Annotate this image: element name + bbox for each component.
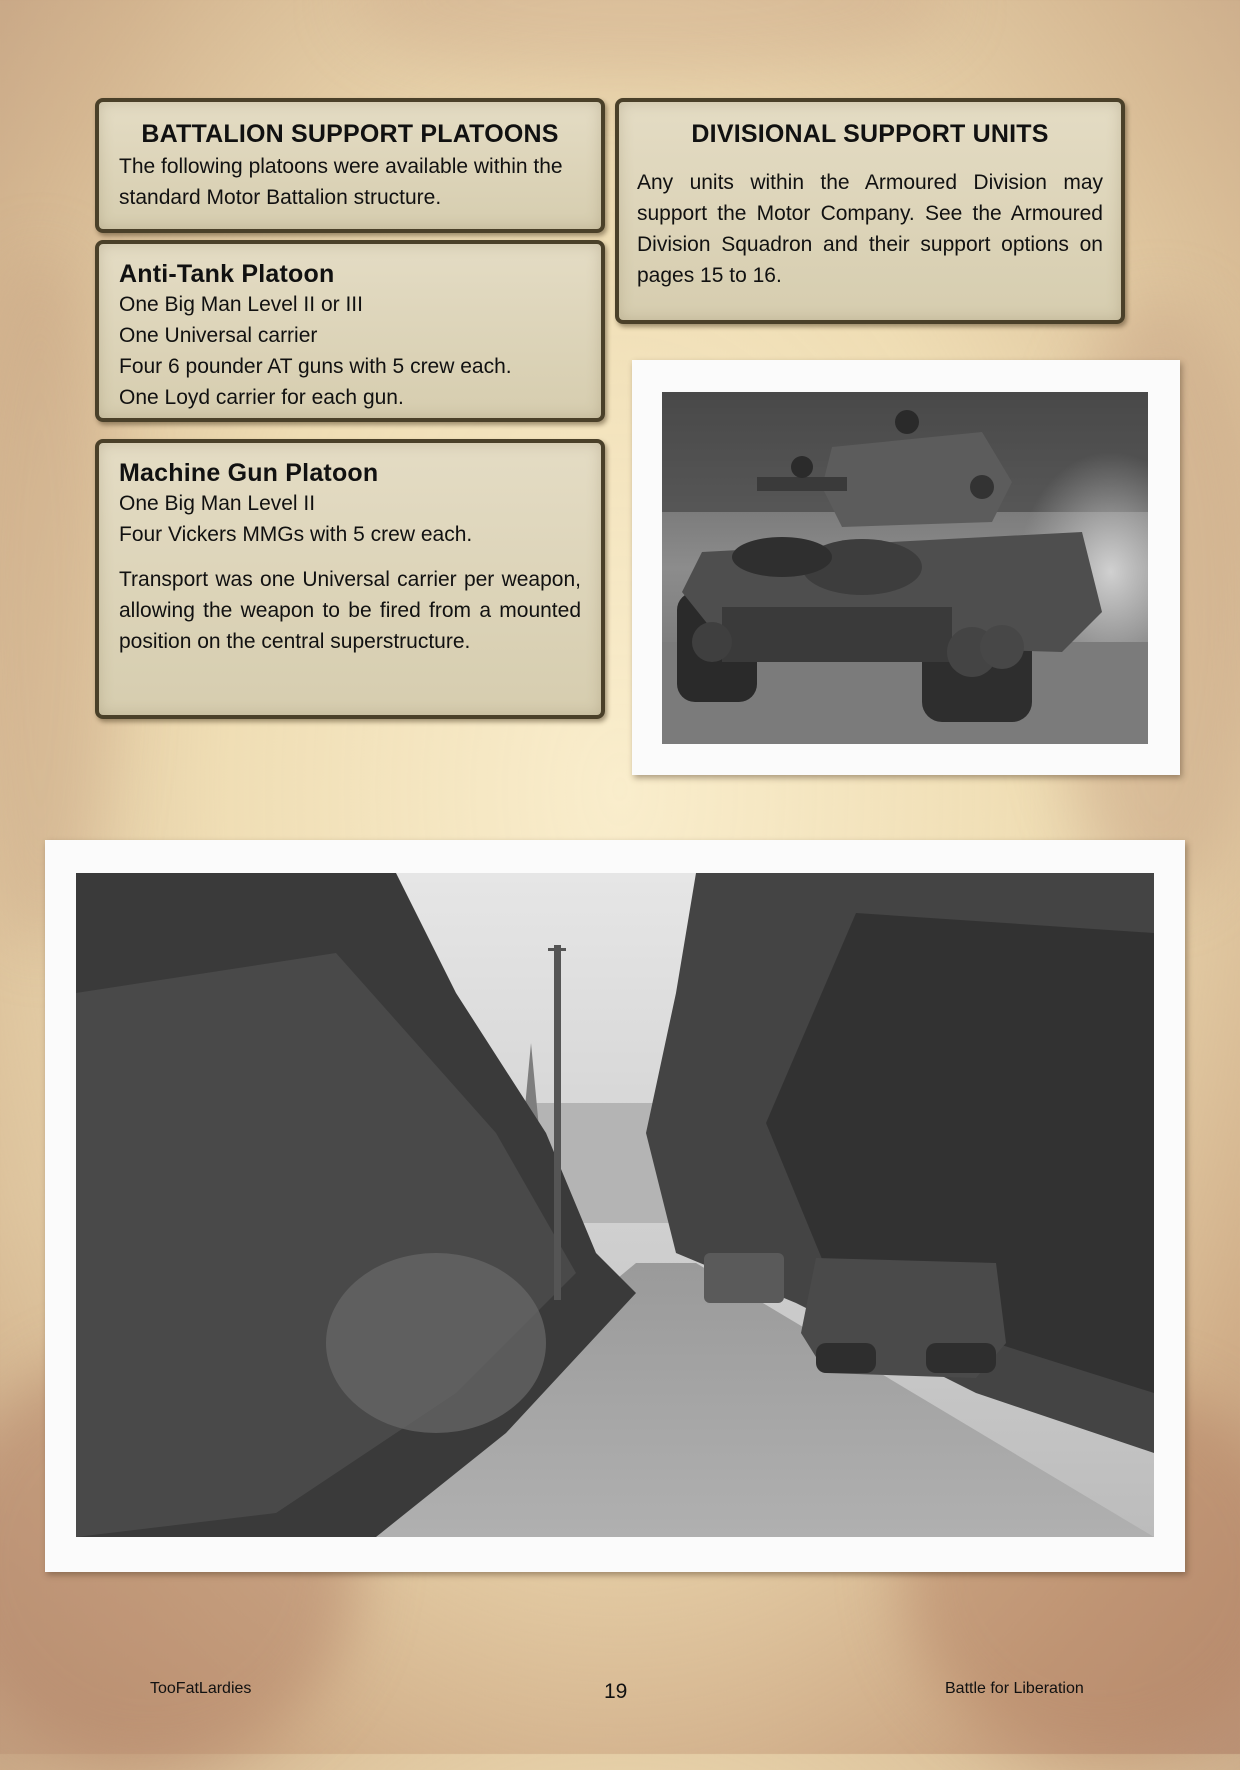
- battalion-support-title: BATTALION SUPPORT PLATOONS: [141, 120, 559, 148]
- footer-left: TooFatLardies: [150, 1680, 252, 1697]
- divisional-support-title: DIVISIONAL SUPPORT UNITS: [691, 120, 1049, 148]
- battalion-support-text: The following platoons were available within the standard Motor Battalion structure.: [119, 155, 563, 209]
- footer-right: Battle for Liberation: [945, 1680, 1084, 1697]
- list-item: Four 6 pounder AT guns with 5 crew each.: [119, 355, 512, 378]
- list-item: One Loyd carrier for each gun.: [119, 386, 404, 409]
- list-item: One Big Man Level II or III: [119, 293, 363, 316]
- list-item: One Universal carrier: [119, 324, 318, 347]
- page-number: 19: [604, 1680, 628, 1703]
- antitank-platoon-list: [119, 289, 581, 413]
- machine-gun-platoon-box: [95, 439, 605, 719]
- machine-gun-transport-text: Transport was one Universal carrier per weapon, allowing the weapon to be fired from a mounted position on the central superstructure.: [119, 568, 581, 653]
- antitank-platoon-box: [95, 240, 605, 422]
- list-item: Four Vickers MMGs with 5 crew each.: [119, 523, 473, 546]
- road-photo-frame: [45, 840, 1185, 1572]
- divisional-support-box: [615, 98, 1125, 324]
- antitank-platoon-title: Anti-Tank Platoon: [119, 260, 335, 288]
- battalion-support-box: [95, 98, 605, 233]
- machine-gun-platoon-list: [119, 488, 581, 550]
- tank-photo: [662, 392, 1148, 744]
- list-item: One Big Man Level II: [119, 492, 316, 515]
- divisional-support-text: Any units within the Armoured Division may support the Motor Company. See the Armoured Division Squadron and their support options on pages 15 to 16.: [637, 171, 1103, 287]
- tank-photo-frame: [632, 360, 1180, 775]
- road-photo: [76, 873, 1154, 1537]
- machine-gun-platoon-title: Machine Gun Platoon: [119, 459, 379, 487]
